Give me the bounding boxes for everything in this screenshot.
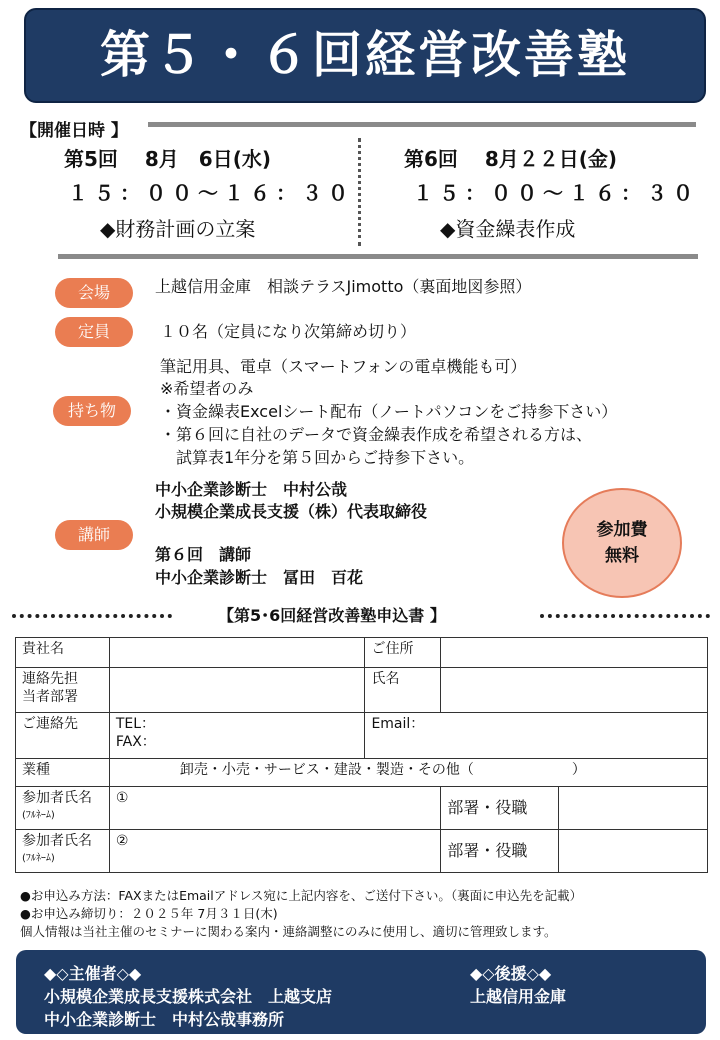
divider-bottom [58,254,698,259]
session5-time: １５：００～１６：３０ [68,181,354,205]
note-method: ●お申込み方法：FAXまたはEmailアドレス宛に上記内容を、ご送付下さい。（裏面に申込先を記載） [20,888,583,903]
session-separator [358,138,361,246]
lecturer-line-4: 中小企業診断士 冨田 百花 [155,568,364,587]
tel-label: TEL： [115,716,156,732]
session6-time: １５：００～１６：３０ [413,181,699,205]
contact-person-line-2: 当者部署 [22,689,78,705]
fee-badge [562,488,682,598]
divider-top [148,122,696,127]
name-label: 氏名 [365,668,441,713]
items-line-5: 試算表1年分を第５回からご持参下さい。 [160,448,475,467]
contact-person-label [16,668,110,713]
items-label: 持ち物 [53,396,131,426]
fee-label: 参加費 [596,520,648,540]
contact-person-field[interactable] [109,668,365,713]
contact-person-line-1: 連絡先担 [22,671,78,687]
company-label: 貴社名 [16,638,110,668]
industry-label: 業種 [16,759,110,787]
session5-date: 第5回 8月 6日(水) [64,147,271,171]
address-field[interactable] [441,638,708,668]
supporter-label: ◆◇後援◇◆ [470,964,552,983]
items-line-1: 筆記用具、電卓（スマートフォンの電卓機能も可） [160,357,527,376]
capacity-label: 定員 [55,317,133,347]
items-line-2: ※希望者のみ [160,379,254,398]
note-privacy: 個人情報は当社主催のセミナーに関わる案内・連絡調整にのみに使用し、適切に管理致します。 [20,924,557,939]
contact-label: ご連絡先 [16,713,110,759]
participant1-field[interactable] [109,787,441,830]
session5-topic: ◆財務計画の立案 [100,217,256,241]
dotted-rule-left [12,614,172,618]
participant2-dept-field[interactable] [559,830,708,873]
items-line-3: ・資金繰表Excelシート配布（ノートパソコンをご持参下さい） [160,402,618,421]
participant1-title: 参加者氏名 [22,790,92,806]
form-title: 【第5･6回経営改善塾申込書 】 [218,606,446,625]
organizer-1: 小規模企業成長支援株式会社 上越支店 [44,987,333,1006]
company-field[interactable] [109,638,365,668]
lecturer-label: 講師 [55,520,133,550]
participant2-number: ② [115,833,129,849]
supporter-name: 上越信用金庫 [470,987,567,1006]
industry-options[interactable]: 卸売・小売・サービス・建設・製造・その他（ ） [109,759,707,787]
name-field[interactable] [441,668,708,713]
schedule-label: 【開催日時 】 [20,121,128,141]
email-field[interactable] [365,713,708,759]
page-title: 第５・６回経営改善塾 [100,26,630,84]
application-form [15,637,708,873]
participant1-number: ① [115,790,129,806]
participant1-fullname: (ﾌﾙﾈｰﾑ) [22,810,55,821]
organizer-2: 中小企業診断士 中村公哉事務所 [44,1010,285,1029]
fax-label: FAX： [115,734,156,750]
session6-date: 第6回 8月２２日(金) [404,147,618,171]
venue-value: 上越信用金庫 相談テラスJimotto（裏面地図参照） [155,277,532,296]
items-line-4: ・第６回に自社のデータで資金繰表作成を希望される方は、 [160,425,593,444]
participant2-title: 参加者氏名 [22,833,92,849]
participant2-label [16,830,110,873]
participant1-dept-field[interactable] [559,787,708,830]
participant1-label [16,787,110,830]
lecturer-line-2: 小規模企業成長支援（株）代表取締役 [155,502,428,521]
venue-label: 会場 [55,278,133,308]
dotted-rule-right [540,614,710,618]
fee-value: 無料 [605,546,639,566]
participant2-field[interactable] [109,830,441,873]
email-label: Email： [371,716,425,732]
capacity-value: １０名（定員になり次第締め切り） [160,322,417,341]
lecturer-line-1: 中小企業診断士 中村公哉 [155,480,348,499]
address-label: ご住所 [365,638,441,668]
participant2-dept-label: 部署・役職 [441,830,559,873]
organizer-label: ◆◇主催者◇◆ [44,964,142,983]
participant2-fullname: (ﾌﾙﾈｰﾑ) [22,853,55,864]
note-deadline: ●お申込み締切り：２０２５年 7月３１日(木) [20,906,278,921]
participant1-dept-label: 部署・役職 [441,787,559,830]
lecturer-line-3: 第６回 講師 [155,545,252,564]
tel-fax-field[interactable] [109,713,365,759]
session6-topic: ◆資金繰表作成 [440,217,576,241]
